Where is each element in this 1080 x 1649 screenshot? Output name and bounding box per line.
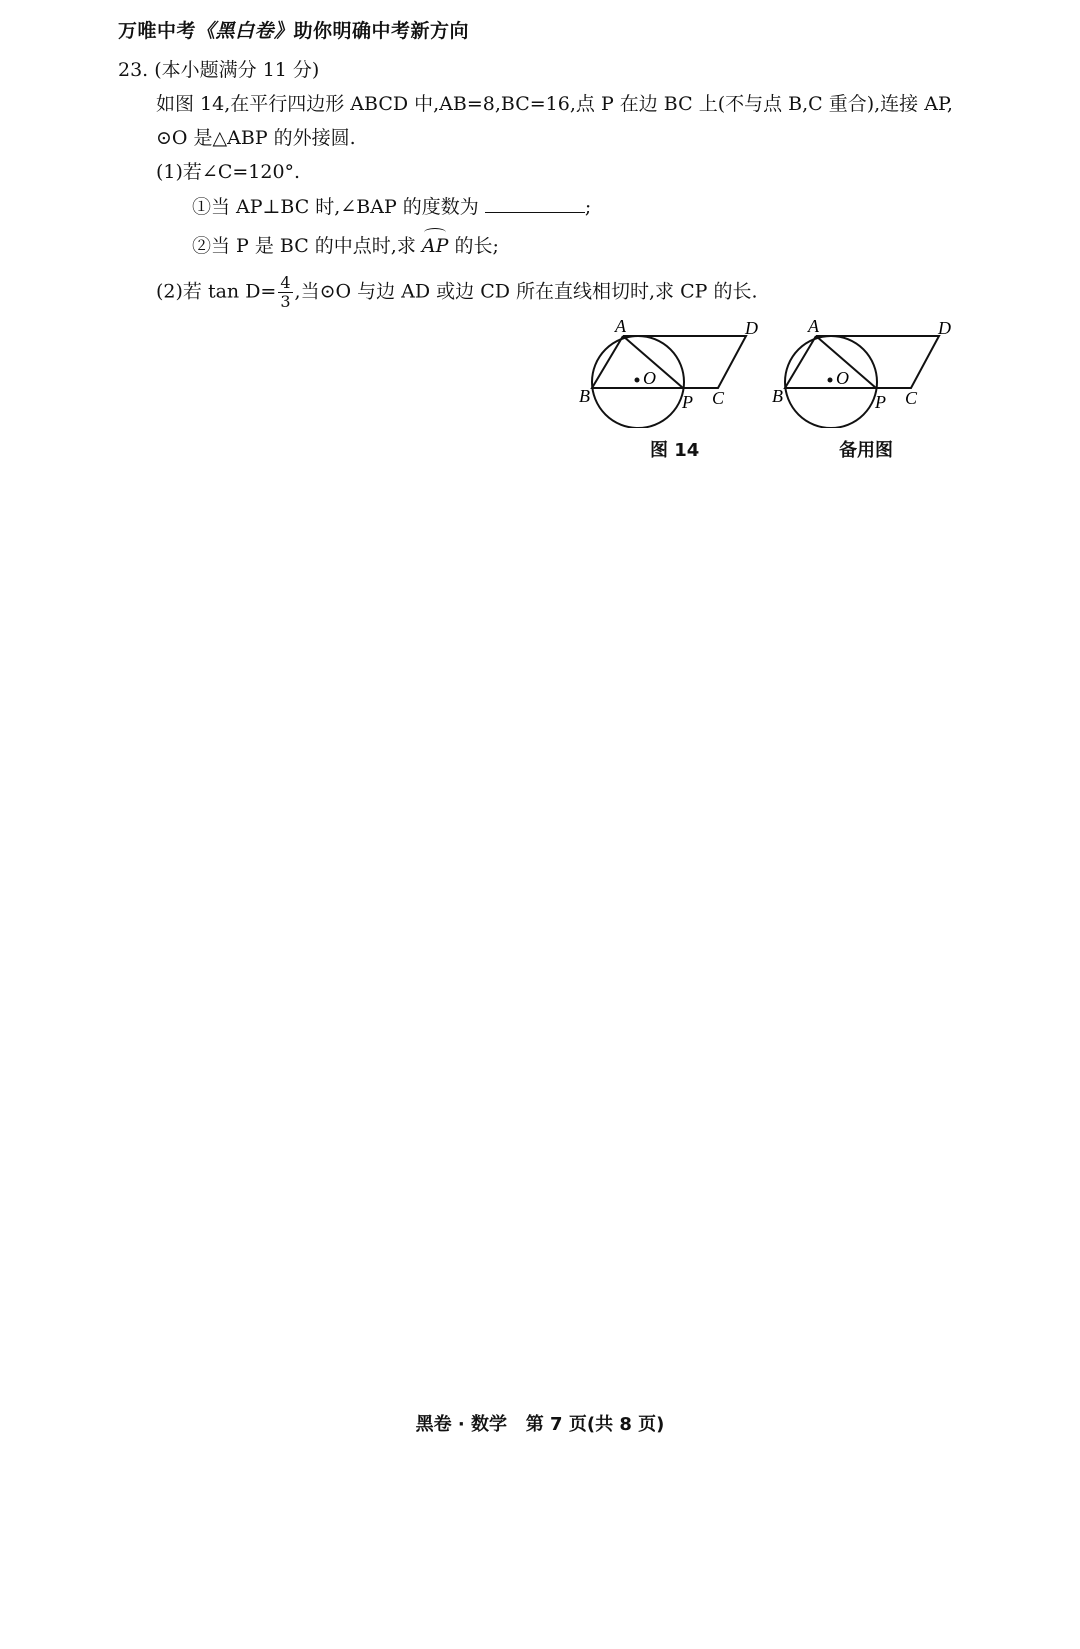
page-footer: 黑卷 · 数学 第 7 页(共 8 页) (415, 1414, 665, 1435)
subquestion-2-end: 的长; (454, 235, 499, 257)
backup-figure-caption: 备用图 (839, 440, 893, 461)
parallelogram-abcd (592, 336, 746, 388)
question-number: 23. (118, 59, 149, 81)
subquestion-1-text: ①当 AP⊥BC 时,∠BAP 的度数为 (192, 196, 479, 218)
parallelogram-abcd (785, 336, 939, 388)
label-d: D (938, 318, 951, 338)
label-d: D (745, 318, 758, 338)
center-point-o (635, 378, 640, 383)
fraction-numerator: 4 (280, 273, 291, 292)
label-o: O (836, 368, 849, 388)
arc-ap: AP (421, 235, 449, 257)
label-p: P (682, 392, 693, 412)
page-header (118, 16, 469, 43)
fraction-four-thirds (278, 274, 292, 311)
backup-figure-diagram (770, 318, 970, 428)
question-score: (本小题满分 11 分) (154, 59, 320, 81)
label-a: A (615, 318, 626, 336)
subquestion-2 (192, 234, 499, 258)
question-stem-line2: ⊙O 是△ABP 的外接圆. (156, 127, 356, 149)
fraction-denominator: 3 (280, 292, 291, 311)
part2 (156, 274, 758, 311)
header-brand: 《黑白卷》 (196, 20, 294, 42)
header-prefix: 万唯中考 (118, 20, 197, 42)
center-point-o (828, 378, 833, 383)
label-o: O (643, 368, 656, 388)
label-c: C (712, 388, 725, 408)
label-p: P (875, 392, 886, 412)
part2-text: (2)若 tan D= (156, 280, 277, 303)
subquestion-2-text: ②当 P 是 BC 的中点时,求 (192, 235, 416, 257)
part2-end: ,当⊙O 与边 AD 或边 CD 所在直线相切时,求 CP 的长. (294, 280, 758, 303)
question-heading (118, 58, 319, 82)
label-b: B (772, 386, 783, 406)
subquestion-1-end: ; (584, 196, 592, 218)
label-c: C (905, 388, 918, 408)
figure-14-caption: 图 14 (650, 440, 700, 461)
answer-blank[interactable] (485, 194, 585, 213)
label-a: A (808, 318, 819, 336)
figure-14-diagram (575, 318, 775, 428)
header-suffix: 助你明确中考新方向 (293, 20, 470, 42)
label-b: B (579, 386, 590, 406)
question-stem-line1: 如图 14,在平行四边形 ABCD 中,AB=8,BC=16,点 P 在边 BC 上(不与点 B,C 重合),连接 AP, (156, 93, 953, 115)
subquestion-1 (192, 194, 591, 219)
part1-heading: (1)若∠C=120°. (156, 161, 301, 183)
